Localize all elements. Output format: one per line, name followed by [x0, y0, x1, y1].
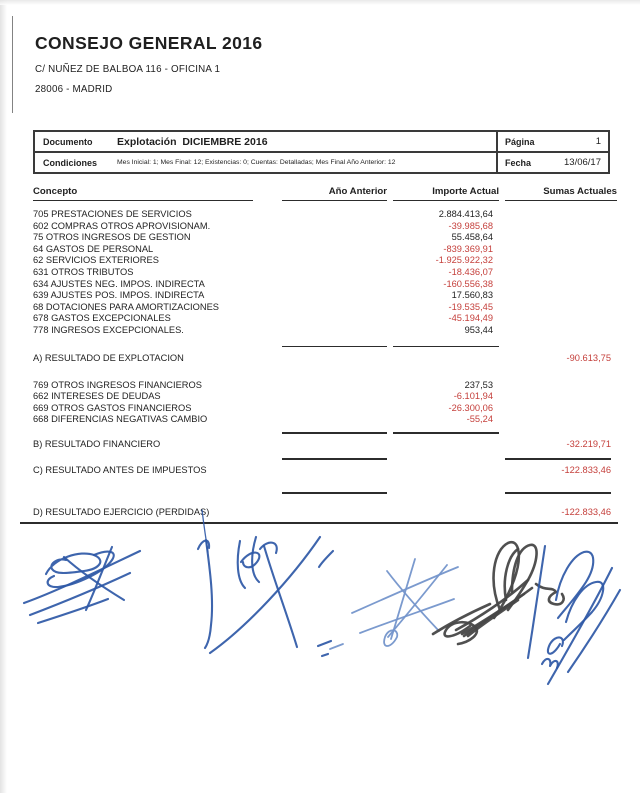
table-row — [33, 403, 618, 415]
scan-edge-left — [0, 0, 7, 793]
signature-blue-loops — [528, 546, 620, 684]
row-importe-actual: -1.925.922,32 — [435, 255, 493, 266]
table-row — [33, 232, 618, 244]
row-sumas-actuales — [493, 221, 611, 233]
result-label: D) RESULTADO EJERCICIO (PERDIDAS) — [33, 506, 210, 517]
documento-label: Documento — [43, 136, 93, 147]
row-anio-anterior — [282, 290, 387, 302]
column-header-importe-actual: Importe Actual — [393, 186, 499, 201]
subtotal-rules — [33, 454, 618, 464]
row-sumas-actuales — [493, 302, 611, 314]
table-row — [33, 244, 618, 256]
table-row — [33, 267, 618, 279]
result-label: C) RESULTADO ANTES DE IMPUESTOS — [33, 464, 207, 475]
signature-blue-strokes — [198, 510, 333, 656]
row-concepto: 662 INTERESES DE DEUDAS — [33, 391, 161, 402]
row-importe-actual: 237,53 — [464, 379, 493, 390]
column-header-concepto: Concepto — [33, 186, 253, 201]
table-row — [33, 221, 618, 233]
row-importe-actual: -55,24 — [466, 414, 493, 425]
rule-anio-anterior — [282, 432, 387, 434]
page-title: CONSEJO GENERAL 2016 — [35, 33, 263, 53]
row-anio-anterior — [282, 244, 387, 256]
row-concepto: 769 OTROS INGRESOS FINANCIEROS — [33, 379, 202, 390]
row-sumas-actuales — [493, 244, 611, 256]
scan-artifact-line — [12, 16, 13, 113]
row-sumas-actuales — [493, 255, 611, 267]
row-anio-anterior — [282, 267, 387, 279]
row-anio-anterior — [282, 255, 387, 267]
result-sumas-actuales: -90.613,75 — [566, 352, 611, 363]
result-row-b — [33, 438, 611, 450]
rule-anio-anterior — [282, 458, 387, 460]
rule-anio-anterior — [282, 492, 387, 494]
result-sumas-actuales: -122.833,46 — [561, 464, 611, 475]
table-row — [33, 414, 618, 426]
signature-dark-scribble — [433, 542, 564, 644]
rule-sumas-actuales — [505, 492, 611, 494]
row-anio-anterior — [282, 380, 387, 392]
row-concepto: 778 INGRESOS EXCEPCIONALES. — [33, 324, 184, 335]
document-header — [35, 33, 262, 95]
subtotal-rules — [33, 342, 618, 352]
row-importe-actual: -45.194,49 — [448, 313, 493, 324]
row-importe-actual: -6.101,94 — [453, 391, 493, 402]
row-anio-anterior — [282, 414, 387, 426]
row-concepto: 669 OTROS GASTOS FINANCIEROS — [33, 402, 192, 413]
table-row — [33, 255, 618, 267]
row-concepto: 62 SERVICIOS EXTERIORES — [33, 255, 159, 266]
rule-anio-anterior — [282, 346, 387, 348]
row-concepto: 668 DIFERENCIAS NEGATIVAS CAMBIO — [33, 414, 208, 425]
rule-sumas-actuales — [505, 458, 611, 460]
row-sumas-actuales — [493, 267, 611, 279]
result-label: B) RESULTADO FINANCIERO — [33, 438, 161, 449]
result-row-c — [33, 464, 611, 476]
fecha-cell — [496, 153, 608, 172]
result-sumas-actuales: -32.219,71 — [566, 438, 611, 449]
pagina-label: Página — [505, 136, 535, 147]
income-statement — [33, 186, 618, 518]
table-row — [33, 391, 618, 403]
fecha-label: Fecha — [505, 157, 532, 168]
address-line-1: C/ NUÑEZ DE BALBOA 116 - OFICINA 1 — [35, 63, 221, 75]
row-importe-actual: -18.436,07 — [448, 266, 493, 277]
row-sumas-actuales — [493, 414, 611, 426]
pagina-cell — [496, 132, 608, 151]
row-sumas-actuales — [493, 232, 611, 244]
subtotal-rules — [33, 428, 618, 438]
rule-importe-actual — [393, 432, 499, 434]
row-importe-actual: -839.369,91 — [443, 243, 493, 254]
row-concepto: 678 GASTOS EXCEPCIONALES — [33, 313, 171, 324]
table-header-row — [33, 186, 618, 201]
row-importe-actual: -39.985,68 — [448, 220, 493, 231]
table-row — [33, 325, 618, 337]
result-row-a — [33, 352, 611, 364]
table-row — [33, 209, 618, 221]
row-importe-actual: 55.458,64 — [451, 232, 493, 243]
info-row-condiciones — [35, 151, 608, 172]
info-row-documento — [35, 132, 608, 151]
table-row — [33, 302, 618, 314]
row-concepto: 602 COMPRAS OTROS APROVISIONAM. — [33, 220, 211, 231]
row-sumas-actuales — [493, 290, 611, 302]
row-importe-actual: -160.556,38 — [443, 278, 493, 289]
row-anio-anterior — [282, 209, 387, 221]
pagina-value: 1 — [595, 136, 601, 147]
section-financiero-rows — [33, 380, 618, 426]
section-explotacion-rows — [33, 209, 618, 337]
row-concepto: 631 OTROS TRIBUTOS — [33, 266, 134, 277]
row-concepto: 639 AJUSTES POS. IMPOS. INDIRECTA — [33, 290, 205, 301]
condiciones-value: Mes Inicial: 1; Mes Final: 12; Existencias: 0; Cuentas: Detalladas; Mes Final Año Anterior: 12 — [117, 159, 396, 166]
row-anio-anterior — [282, 302, 387, 314]
row-importe-actual: -26.300,06 — [448, 402, 493, 413]
row-concepto: 68 DOTACIONES PARA AMORTIZACIONES — [33, 301, 219, 312]
documento-value: Explotación DICIEMBRE 2016 — [117, 135, 268, 148]
bottom-divider-line — [20, 522, 618, 524]
row-importe-actual: 17.560,83 — [451, 290, 493, 301]
row-anio-anterior — [282, 313, 387, 325]
signature-light-blue-star — [330, 559, 458, 649]
table-row — [33, 290, 618, 302]
table-row — [33, 279, 618, 291]
row-anio-anterior — [282, 221, 387, 233]
row-anio-anterior — [282, 232, 387, 244]
row-sumas-actuales — [493, 403, 611, 415]
row-sumas-actuales — [493, 209, 611, 221]
row-importe-actual: 953,44 — [464, 324, 493, 335]
result-row-d — [33, 506, 611, 518]
row-sumas-actuales — [493, 391, 611, 403]
column-header-anio-anterior: Año Anterior — [282, 186, 387, 201]
row-anio-anterior — [282, 279, 387, 291]
row-concepto: 634 AJUSTES NEG. IMPOS. INDIRECTA — [33, 278, 205, 289]
condiciones-label: Condiciones — [43, 157, 98, 168]
document-info-box — [33, 130, 610, 174]
row-anio-anterior — [282, 391, 387, 403]
row-sumas-actuales — [493, 279, 611, 291]
row-importe-actual: 2.884.413,64 — [438, 209, 493, 219]
row-concepto: 75 OTROS INGRESOS DE GESTION — [33, 232, 191, 243]
row-sumas-actuales — [493, 325, 611, 337]
subtotal-rules — [33, 488, 618, 498]
table-row — [33, 380, 618, 392]
address-line-2: 28006 - MADRID — [35, 84, 113, 95]
rule-importe-actual — [393, 346, 499, 348]
column-header-sumas-actuales: Sumas Actuales — [505, 186, 617, 201]
result-sumas-actuales: -122.833,46 — [561, 506, 611, 517]
signature-blue-flourish — [24, 547, 140, 623]
row-anio-anterior — [282, 403, 387, 415]
fecha-value: 13/06/17 — [564, 157, 601, 168]
row-importe-actual: -19.535,45 — [448, 301, 493, 312]
row-concepto: 705 PRESTACIONES DE SERVICIOS — [33, 209, 192, 219]
row-sumas-actuales — [493, 313, 611, 325]
result-label: A) RESULTADO DE EXPLOTACION — [33, 352, 184, 363]
table-row — [33, 313, 618, 325]
row-anio-anterior — [282, 325, 387, 337]
row-concepto: 64 GASTOS DE PERSONAL — [33, 243, 154, 254]
row-sumas-actuales — [493, 380, 611, 392]
scan-edge-top — [0, 0, 640, 5]
